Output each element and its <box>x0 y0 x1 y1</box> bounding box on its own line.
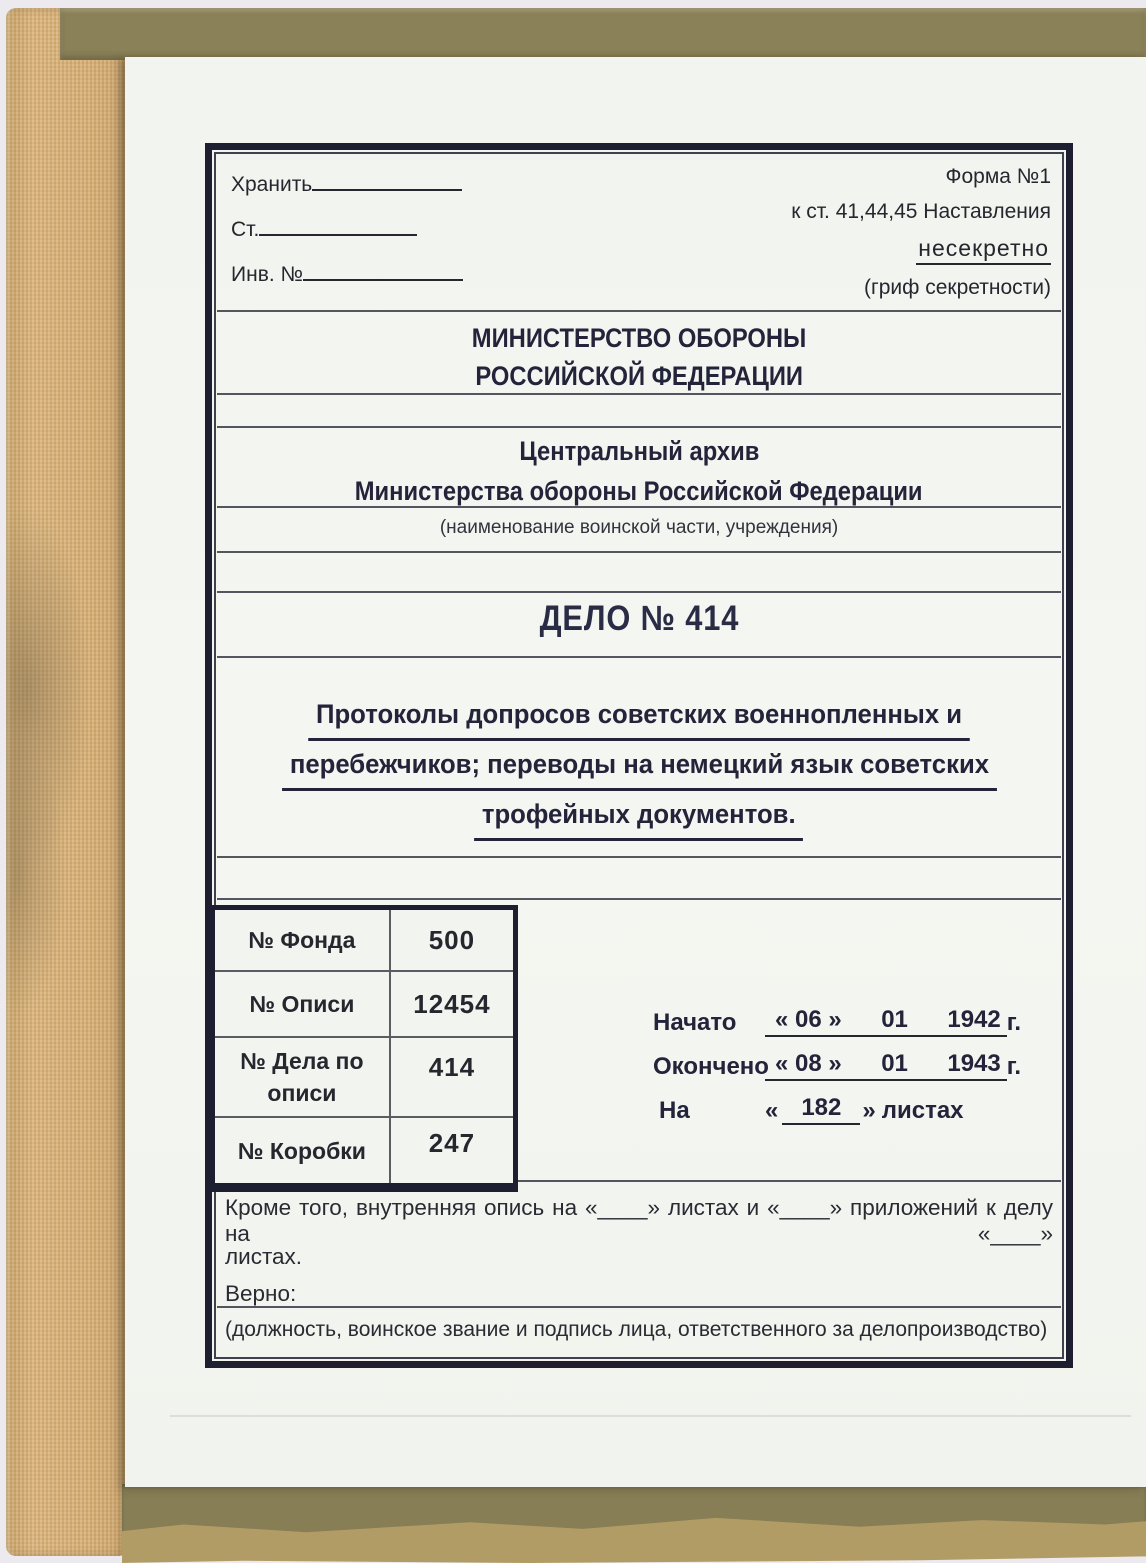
table-row-delo-value: 414 <box>391 1036 513 1116</box>
form-frame <box>205 143 1073 1368</box>
blank-line <box>259 214 417 236</box>
verno-label: Верно: <box>225 1281 297 1306</box>
date-started <box>653 993 1021 1037</box>
st-label: Ст. <box>231 218 260 242</box>
ruled-line <box>217 426 1061 428</box>
case-title-line3: трофейных документов. <box>474 791 803 841</box>
table-row-korobka-label: № Коробки <box>215 1116 391 1183</box>
faint-ruled-line <box>170 1415 1131 1417</box>
sheets-open-quote: « <box>765 1097 779 1124</box>
unit-caption: (наименование воинской части, учреждения) <box>439 517 839 538</box>
blank-line <box>312 169 462 191</box>
form-content <box>217 155 1061 1356</box>
cover-sheet <box>125 57 1146 1487</box>
table-row-delo-label: № Дела по описи <box>215 1036 391 1116</box>
table-row-opis-value: 12454 <box>391 970 513 1036</box>
keep-label: Хранить <box>231 173 313 197</box>
case-title-line2: перебежчиков; переводы на немецкий язык советских <box>282 741 997 791</box>
case-title <box>217 691 1061 841</box>
table-row-korobka-value: 247 <box>391 1116 513 1183</box>
secrecy-caption: (гриф секретности) <box>864 276 1051 299</box>
ruled-line <box>217 898 1061 900</box>
date-finished-year-suffix: г. <box>1006 1053 1021 1080</box>
keep-field <box>231 169 463 197</box>
inv-field <box>231 259 463 287</box>
ruled-line <box>217 506 1061 508</box>
folder-cover-board-top <box>60 8 1146 60</box>
date-finished-label: Окончено <box>653 1053 769 1080</box>
registry-table <box>210 905 518 1192</box>
ruled-line <box>217 551 1061 553</box>
addendum-note-line1: Кроме того, внутренняя опись на «____» листах и «____» приложений к делу на «____» <box>225 1195 1053 1246</box>
ruled-line <box>217 310 1061 312</box>
date-started-year-suffix: г. <box>1006 1009 1021 1036</box>
ministry-name <box>217 319 1061 395</box>
folder-cloth-spine <box>6 8 125 1556</box>
date-finished <box>653 1037 1021 1081</box>
date-finished-day: « 08 » <box>775 1050 842 1077</box>
secrecy-stamp: несекретно <box>916 235 1051 265</box>
regulation-ref: к ст. 41,44,45 Наставления <box>791 200 1051 223</box>
archive-line1: Центральный архив <box>519 436 759 466</box>
st-field <box>231 214 463 242</box>
form-number: Форма №1 <box>945 165 1051 188</box>
case-title-line1: Протоколы допросов советских военнопленных и <box>308 691 970 741</box>
date-finished-year: 1943 <box>947 1050 1001 1077</box>
ruled-line <box>217 393 1061 395</box>
date-started-year: 1942 <box>947 1006 1001 1033</box>
dates-block <box>653 993 1021 1125</box>
ruled-line <box>217 1306 1061 1308</box>
date-started-month: 01 <box>881 1006 908 1033</box>
blank-line <box>303 259 463 281</box>
addendum-note-line2: листах. <box>225 1244 303 1269</box>
table-row-fond-value: 500 <box>428 924 476 955</box>
sheets-count <box>653 1081 1021 1125</box>
date-started-label: Начато <box>653 1009 737 1036</box>
ruled-line <box>217 856 1061 858</box>
sheets-value: 182 <box>782 1094 860 1125</box>
date-finished-month: 01 <box>881 1050 908 1077</box>
clerk-caption: (должность, воинское звание и подпись лица, ответственного за делопроизводство) <box>225 1318 1048 1341</box>
archive-line2: Министерства обороны Российской Федерации <box>355 476 923 506</box>
date-started-day: « 06 » <box>775 1006 842 1033</box>
date-finished-line <box>765 1050 1007 1081</box>
table-row-opis-label: № Описи <box>215 970 391 1036</box>
sheets-label: На <box>659 1097 690 1124</box>
date-started-line <box>765 1006 1007 1037</box>
case-number-heading: ДЕЛО № 414 <box>539 599 739 638</box>
ministry-line2: РОССИЙСКОЙ ФЕДЕРАЦИИ <box>475 361 803 391</box>
sheets-suffix: листах <box>881 1097 964 1124</box>
form-info <box>791 165 1051 311</box>
archive-name <box>217 431 1061 511</box>
table-row-fond-label: № Фонда <box>215 910 391 970</box>
sheets-close-quote: » <box>862 1097 876 1124</box>
ministry-line1: МИНИСТЕРСТВО ОБОРОНЫ <box>471 323 807 353</box>
ruled-line <box>217 656 1061 658</box>
ruled-line <box>217 591 1061 593</box>
storage-fields <box>231 169 463 304</box>
inv-label: Инв. № <box>231 263 304 287</box>
